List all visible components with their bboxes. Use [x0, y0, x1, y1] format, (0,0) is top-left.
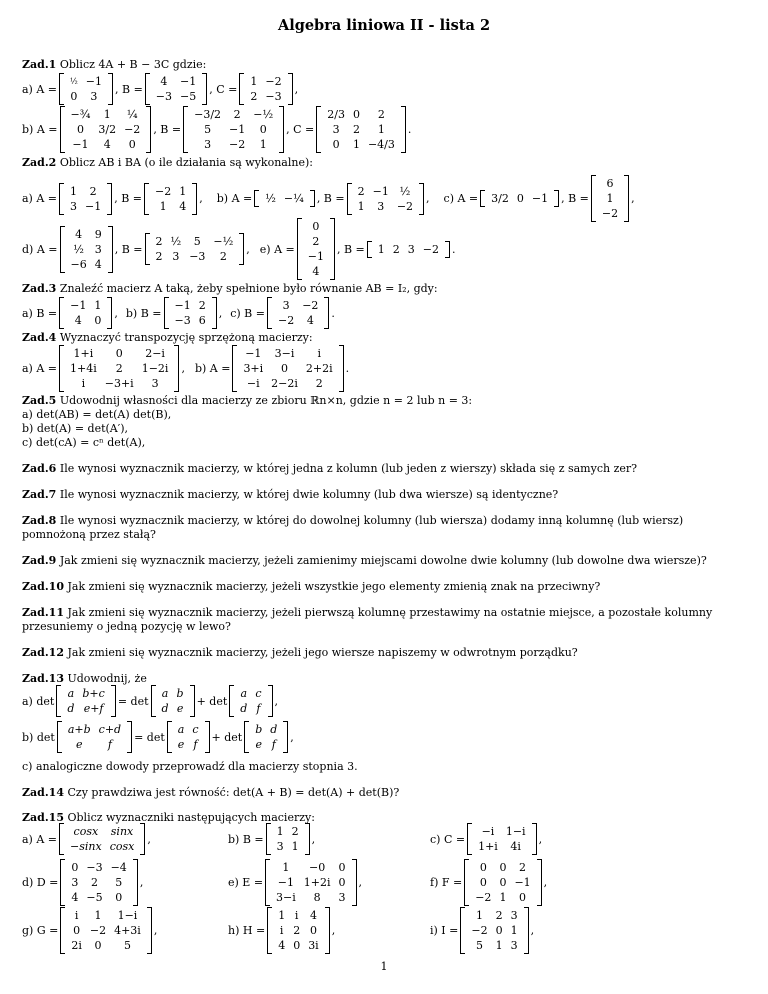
- zad5-a: a) det(AB) = det(A) det(B),: [22, 408, 172, 421]
- zad4-heading: Zad.4 Wyznaczyć transpozycję sprzężoną macierzy:: [22, 331, 313, 344]
- zad15-f: f) F = 0 0 2 0 0 −1 −2 1 0 ,: [430, 861, 548, 904]
- zad13-heading: Zad.13 Udowodnij, że: [22, 672, 147, 685]
- matrix: 1 −2 2 −3: [239, 73, 292, 105]
- zad15-c: c) C = −i 1−i 1+i 4i ,: [430, 825, 543, 853]
- zad1-a: a) A = ½ −1 0 3 , B = 4 −1 −3 −5 , C = 1 −2 2 −3 ,: [22, 75, 299, 103]
- zad13-a: a) det a b+c d e+f = det a b d e + det a c d f ,: [22, 687, 278, 715]
- zad9: Zad.9 Jak zmieni się wyznacznik macierzy, jeżeli zamienimy miejscami dowolne dwie kolumny (lub dowolne dwa wiersze)?: [22, 554, 707, 567]
- zad3-heading: Zad.3 Znaleźć macierz A taką, żeby spełnione było równanie AB = I₂, gdy:: [22, 282, 438, 295]
- zad11: Zad.11 Jak zmieni się wyznacznik macierzy, jeżeli pierwszą kolumnę przestawimy na ostatnie miejsce, a pozostałe kolumny przesuniemy o jedną pozycję w lewo?: [22, 606, 713, 633]
- zad6: Zad.6 Ile wynosi wyznacznik macierzy, w której jedna z kolumn (lub jeden z wierszy) składa się z samych zer?: [22, 462, 638, 475]
- matrix: −¾ 1 ¼ 0 3/2 −2 −1 4 0: [60, 106, 152, 153]
- zad2-abc: a) A = 1 2 3 −1 , B = −2 1 1 4 , b) A = ½ −¼ , B = 2 −1 ½ 1 3 −2 , c) A = 3/2 0 −1 , B = 6 1 −2 ,: [22, 177, 635, 220]
- zad1-heading: Zad.1 Oblicz 4A + B − 3C gdzie:: [22, 58, 207, 71]
- zad3-items: a) B = −1 1 4 0 , b) B = −1 2 −3 6 , c) B = 3 −2 −2 4 .: [22, 299, 335, 327]
- matrix: −3/2 2 −½ 5 −1 0 3 −2 1: [183, 106, 284, 153]
- zad10: Zad.10 Jak zmieni się wyznacznik macierzy, jeżeli wszystkie jego elementy zmienią znak na przeciwny?: [22, 580, 601, 593]
- zad15-i: i) I = 1 2 3 −2 0 1 5 1 3 ,: [430, 909, 535, 952]
- zad5-heading: Zad.5 Udowodnij własności dla macierzy ze zbioru ℝn×n, gdzie n = 2 lub n = 3:: [22, 394, 473, 407]
- zad2-de: d) A = 4 9 ½ 3 −6 4 , B = 2 ½ 5 −½ 2 3 −3 2 , e) A = 0 2 −1 4 , B = 1 2 3 −2 .: [22, 220, 456, 278]
- zad12: Zad.12 Jak zmieni się wyznacznik macierzy, jeżeli jego wiersze napiszemy w odwrotnym porządku?: [22, 646, 578, 659]
- matrix: ½ −1 0 3: [59, 73, 113, 105]
- matrix: 4 −1 −3 −5: [145, 73, 207, 105]
- zad4-items: a) A = 1+i 0 2−i 1+4i 2 1−2i i −3+i 3 , b) A = −1 3−i i 3+i 0 2+2i −i 2−2i 2 .: [22, 347, 350, 390]
- page-number: 1: [380, 960, 388, 973]
- zad7: Zad.7 Ile wynosi wyznacznik macierzy, w której dwie kolumny (lub dwa wiersze) są identyczne?: [22, 488, 559, 501]
- zad13-b: b) det a+b c+d e f = det a c e f + det b d e f ,: [22, 723, 294, 751]
- page-title: Algebra liniowa II - lista 2: [277, 17, 491, 34]
- zad5-c: c) det(cA) = cⁿ det(A),: [22, 436, 146, 449]
- zad5-b: b) det(A) = det(A′),: [22, 422, 129, 435]
- zad13-c: c) analogiczne dowody przeprowadź dla macierzy stopnia 3.: [22, 760, 358, 773]
- zad15-h: h) H = 1 i 4 i 2 0 4 0 3i ,: [228, 909, 336, 952]
- zad15-g: g) G = i 1 1−i 0 −2 4+3i 2i 0 5 ,: [22, 909, 158, 952]
- zad15-heading: Zad.15 Oblicz wyznaczniki następujących macierzy:: [22, 811, 315, 824]
- matrix: 2/3 0 2 3 2 1 0 1 −4/3: [316, 106, 406, 153]
- zad1-b: b) A = −¾ 1 ¼ 0 3/2 −2 −1 4 0 , B = −3/2 2 −½ 5 −1 0 3 −2 1 , C = 2/3 0 2 3 2 1 0 1 −4/3 .: [22, 108, 412, 151]
- zad2-heading: Zad.2 Oblicz AB i BA (o ile działania są wykonalne):: [22, 156, 313, 169]
- zad15-a: a) A = cosx sinx −sinx cosx ,: [22, 825, 151, 853]
- zad15-b: b) B = 1 2 3 1 ,: [228, 825, 316, 853]
- zad8: Zad.8 Ile wynosi wyznacznik macierzy, w której do dowolnej kolumny (lub wiersza) dodamy inną kolumnę (lub wiersz) pomnożoną przez stałą?: [22, 514, 684, 541]
- zad15-e: e) E = 1 −0 0 −1 1+2i 0 3−i 8 3 ,: [228, 861, 363, 904]
- zad14: Zad.14 Czy prawdziwa jest równość: det(A + B) = det(A) + det(B)?: [22, 786, 400, 799]
- zad15-d: d) D = 0 −3 −4 3 2 5 4 −5 0 ,: [22, 861, 144, 904]
